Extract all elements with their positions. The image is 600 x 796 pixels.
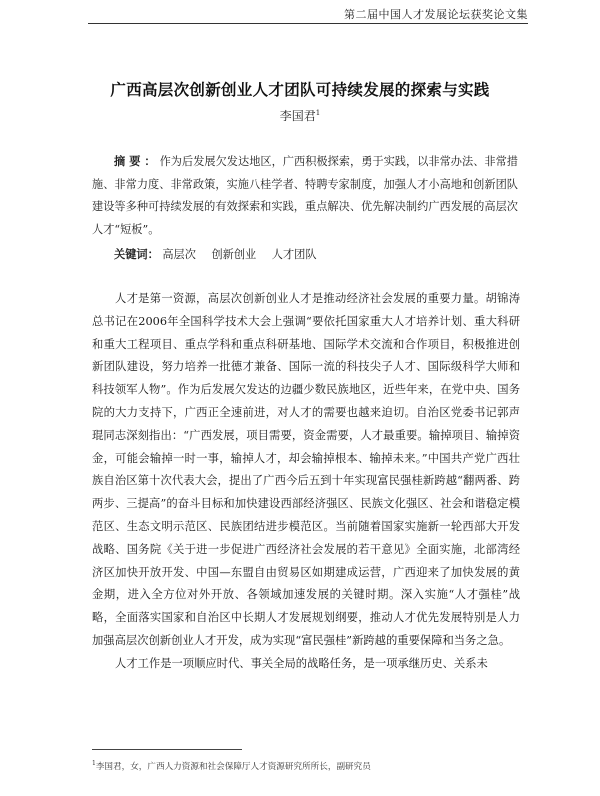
keyword: 创新创业 (211, 248, 257, 261)
running-header: 第二届中国人才发展论坛获奖论文集 (344, 8, 528, 21)
keywords-label: 关键词： (114, 247, 159, 261)
abstract (92, 150, 518, 241)
footnote-rule (92, 749, 242, 750)
author-name: 李国君 (279, 109, 316, 123)
keyword: 人才团队 (271, 248, 317, 261)
author-line (200, 107, 400, 124)
body-text (92, 288, 520, 676)
body-paragraph: 人才工作是一项顺应时代、事关全局的战略任务，是一项承继历史、关系未 (115, 656, 488, 670)
abstract-label: 摘要： (114, 154, 160, 168)
footnote-marker: 1 (92, 760, 96, 768)
keywords (114, 246, 518, 262)
keyword: 高层次 (162, 248, 196, 261)
footnote-text: 李国君，女，广西人力资源和社会保障厅人才资源研究所所长，副研究员 (95, 762, 371, 772)
body-paragraph: 人才是第一资源，高层次创新创业人才是推动经济社会发展的重要力量。胡锦涛总书记在2006年全国科学技术大会上强调“要依托国家重大人才培养计划、重大科研和重大工程项目、重点学科和重点科研基地、国际学术交流和合作项目，积极推进创新团队建设，努力培养一批德才兼备、国际一流的科技尖子人才、国际级科学大师和科技领军人物”。作为后发展欠发达的边疆少数民族地区，近些年来，在党中央、国务院的大力支持下，广西正全速前进，对人才的需要也越来迫切。自治区党委书记郭声琨同志深刻指出：“广西发展，项目需要，资金需要，人才最重要。输掉项目、输掉资金，可能会输掉一时一事，输掉人才，却会输掉根本、输掉未来。”中国共产党广西壮族自治区第十次代表大会，提出了广西今后五到十年实现富民强桂新跨越“翻两番、跨两步、三提高”的奋斗目标和加快建设西部经济强区、民族文化强区、社会和谐稳定模范区、生态文明示范区、民族团结进步模范区。当前随着国家实施新一轮西部大开发战略、国务院《关于进一步促进广西经济社会发展的若干意见》全面实施，北部湾经济区加快开放开发、中国—东盟自由贸易区如期建成运营，广西迎来了加快发展的黄金期，进入全方位对外开放、各领域加速发展的关键时期。深入实施“人才强桂”战略，全面落实国家和自治区中长期人才发展规划纲要，推动人才优先发展特别是人力加强高层次创新创业人才开发，成为实现“富民强桂”新跨越的重要保障和当务之急。 (92, 292, 520, 647)
footnote (92, 760, 522, 772)
abstract-text: 作为后发展欠发达地区，广西积极探索，勇于实践，以非常办法、非常措施、非常力度、非常政策，实施八桂学者、特聘专家制度，加强人才小高地和创新团队建设等多种可持续发展的有效探索和实践，重点解决、优先解决制约广西发展的高层次人才“短板”。 (92, 155, 518, 236)
author-footnote-marker: 1 (315, 109, 321, 117)
paper-title: 广西高层次创新创业人才团队可持续发展的探索与实践 (110, 80, 490, 99)
header-rule (88, 23, 528, 24)
